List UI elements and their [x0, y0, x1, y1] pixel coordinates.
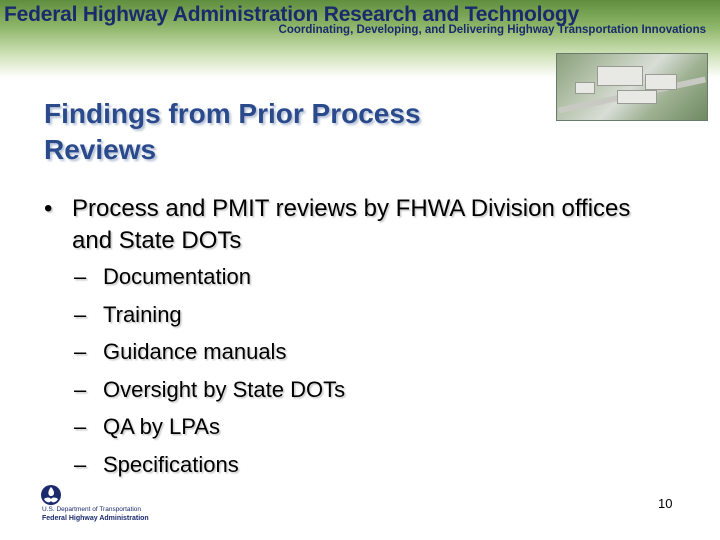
logo-dept-text: U.S. Department of Transportation	[42, 506, 141, 513]
sub-item-dash: –	[74, 376, 87, 402]
logo-agency-text: Federal Highway Administration	[42, 515, 149, 522]
sub-item-dash: –	[74, 264, 87, 289]
slide-title: Findings from Prior Process Reviews	[44, 98, 421, 165]
sub-item-label: Training	[103, 301, 182, 327]
bullet-marker: •	[44, 195, 53, 222]
banner-title: Federal Highway Administration Research and Technology	[4, 3, 579, 26]
sub-item-dash: –	[74, 339, 87, 365]
sub-item-label: Oversight by State DOTs	[103, 376, 346, 402]
sub-item-dash: –	[74, 414, 87, 440]
tri-star-icon	[40, 484, 62, 506]
banner-tagline: Coordinating, Developing, and Delivering Highway Transportation Innovations	[278, 24, 706, 36]
sub-item-label: Specifications	[103, 451, 239, 477]
sub-item-dash: –	[74, 451, 87, 477]
sub-item-label: Guidance manuals	[103, 339, 287, 365]
sub-item-dash: –	[74, 301, 87, 327]
sub-item-label: QA by LPAs	[103, 414, 220, 440]
page-number: 10	[658, 496, 673, 511]
bullet-text: Process and PMIT reviews by FHWA Division offices and State DOTs	[72, 195, 631, 254]
building-photo	[556, 53, 708, 121]
sub-item-label: Documentation	[103, 264, 251, 289]
usdot-logo	[40, 484, 149, 522]
